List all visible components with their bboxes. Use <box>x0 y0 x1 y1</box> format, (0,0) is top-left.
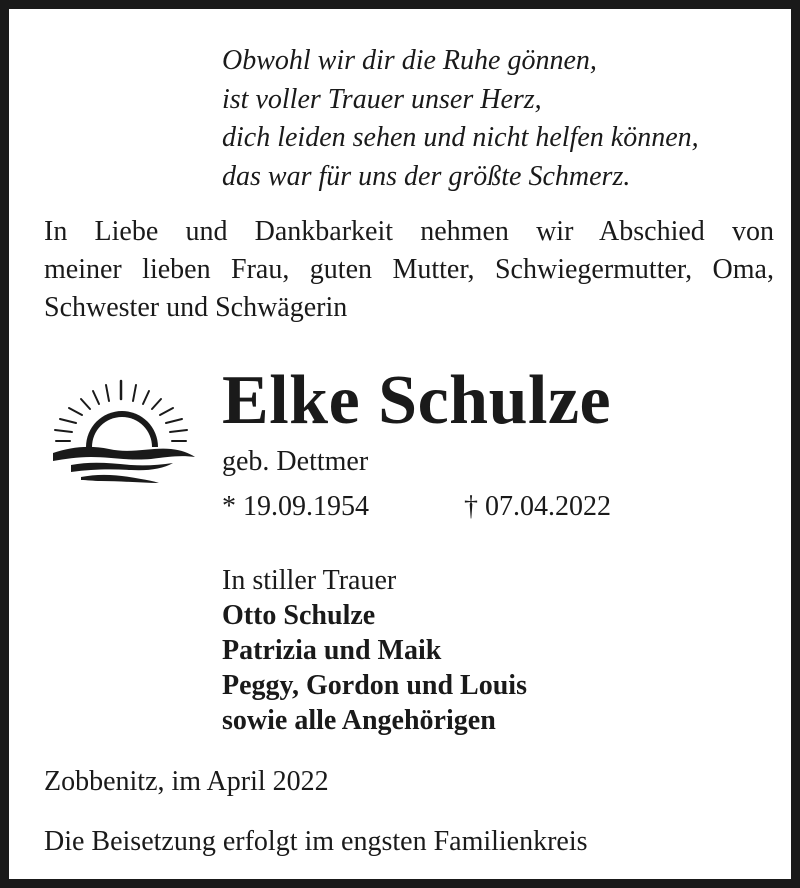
farewell-line: meiner lieben Frau, guten Mutter, Schwiegermutter, Oma, <box>44 254 774 285</box>
funeral-note: Die Beisetzung erfolgt im engsten Familienkreis <box>44 826 588 857</box>
mourner-name: Patrizia und Maik <box>222 635 442 666</box>
mourners-block <box>222 563 527 738</box>
farewell-line: Schwester und Schwägerin <box>44 292 348 323</box>
poem-line: dich leiden sehen und nicht helfen können, <box>222 122 699 153</box>
place-and-date: Zobbenitz, im April 2022 <box>44 766 329 797</box>
death-date: † 07.04.2022 <box>464 491 611 522</box>
maiden-name: geb. Dettmer <box>222 446 369 477</box>
mourner-name: sowie alle Angehörigen <box>222 705 496 736</box>
mourner-name: Peggy, Gordon und Louis <box>222 670 527 701</box>
farewell-text <box>44 213 774 327</box>
mourning-intro: In stiller Trauer <box>222 565 397 596</box>
sunset-icon <box>51 377 196 489</box>
mourner-name: Otto Schulze <box>222 600 376 631</box>
poem-line: ist voller Trauer unser Herz, <box>222 83 542 115</box>
poem-line: Obwohl wir dir die Ruhe gönnen, <box>222 45 597 76</box>
deceased-name: Elke Schulze <box>222 362 612 439</box>
birth-date: * 19.09.1954 <box>222 491 369 522</box>
poem-line: das war für uns der größte Schmerz. <box>222 160 631 192</box>
memorial-poem <box>222 42 699 196</box>
farewell-line: In Liebe und Dankbarkeit nehmen wir Abschied von <box>44 216 774 247</box>
